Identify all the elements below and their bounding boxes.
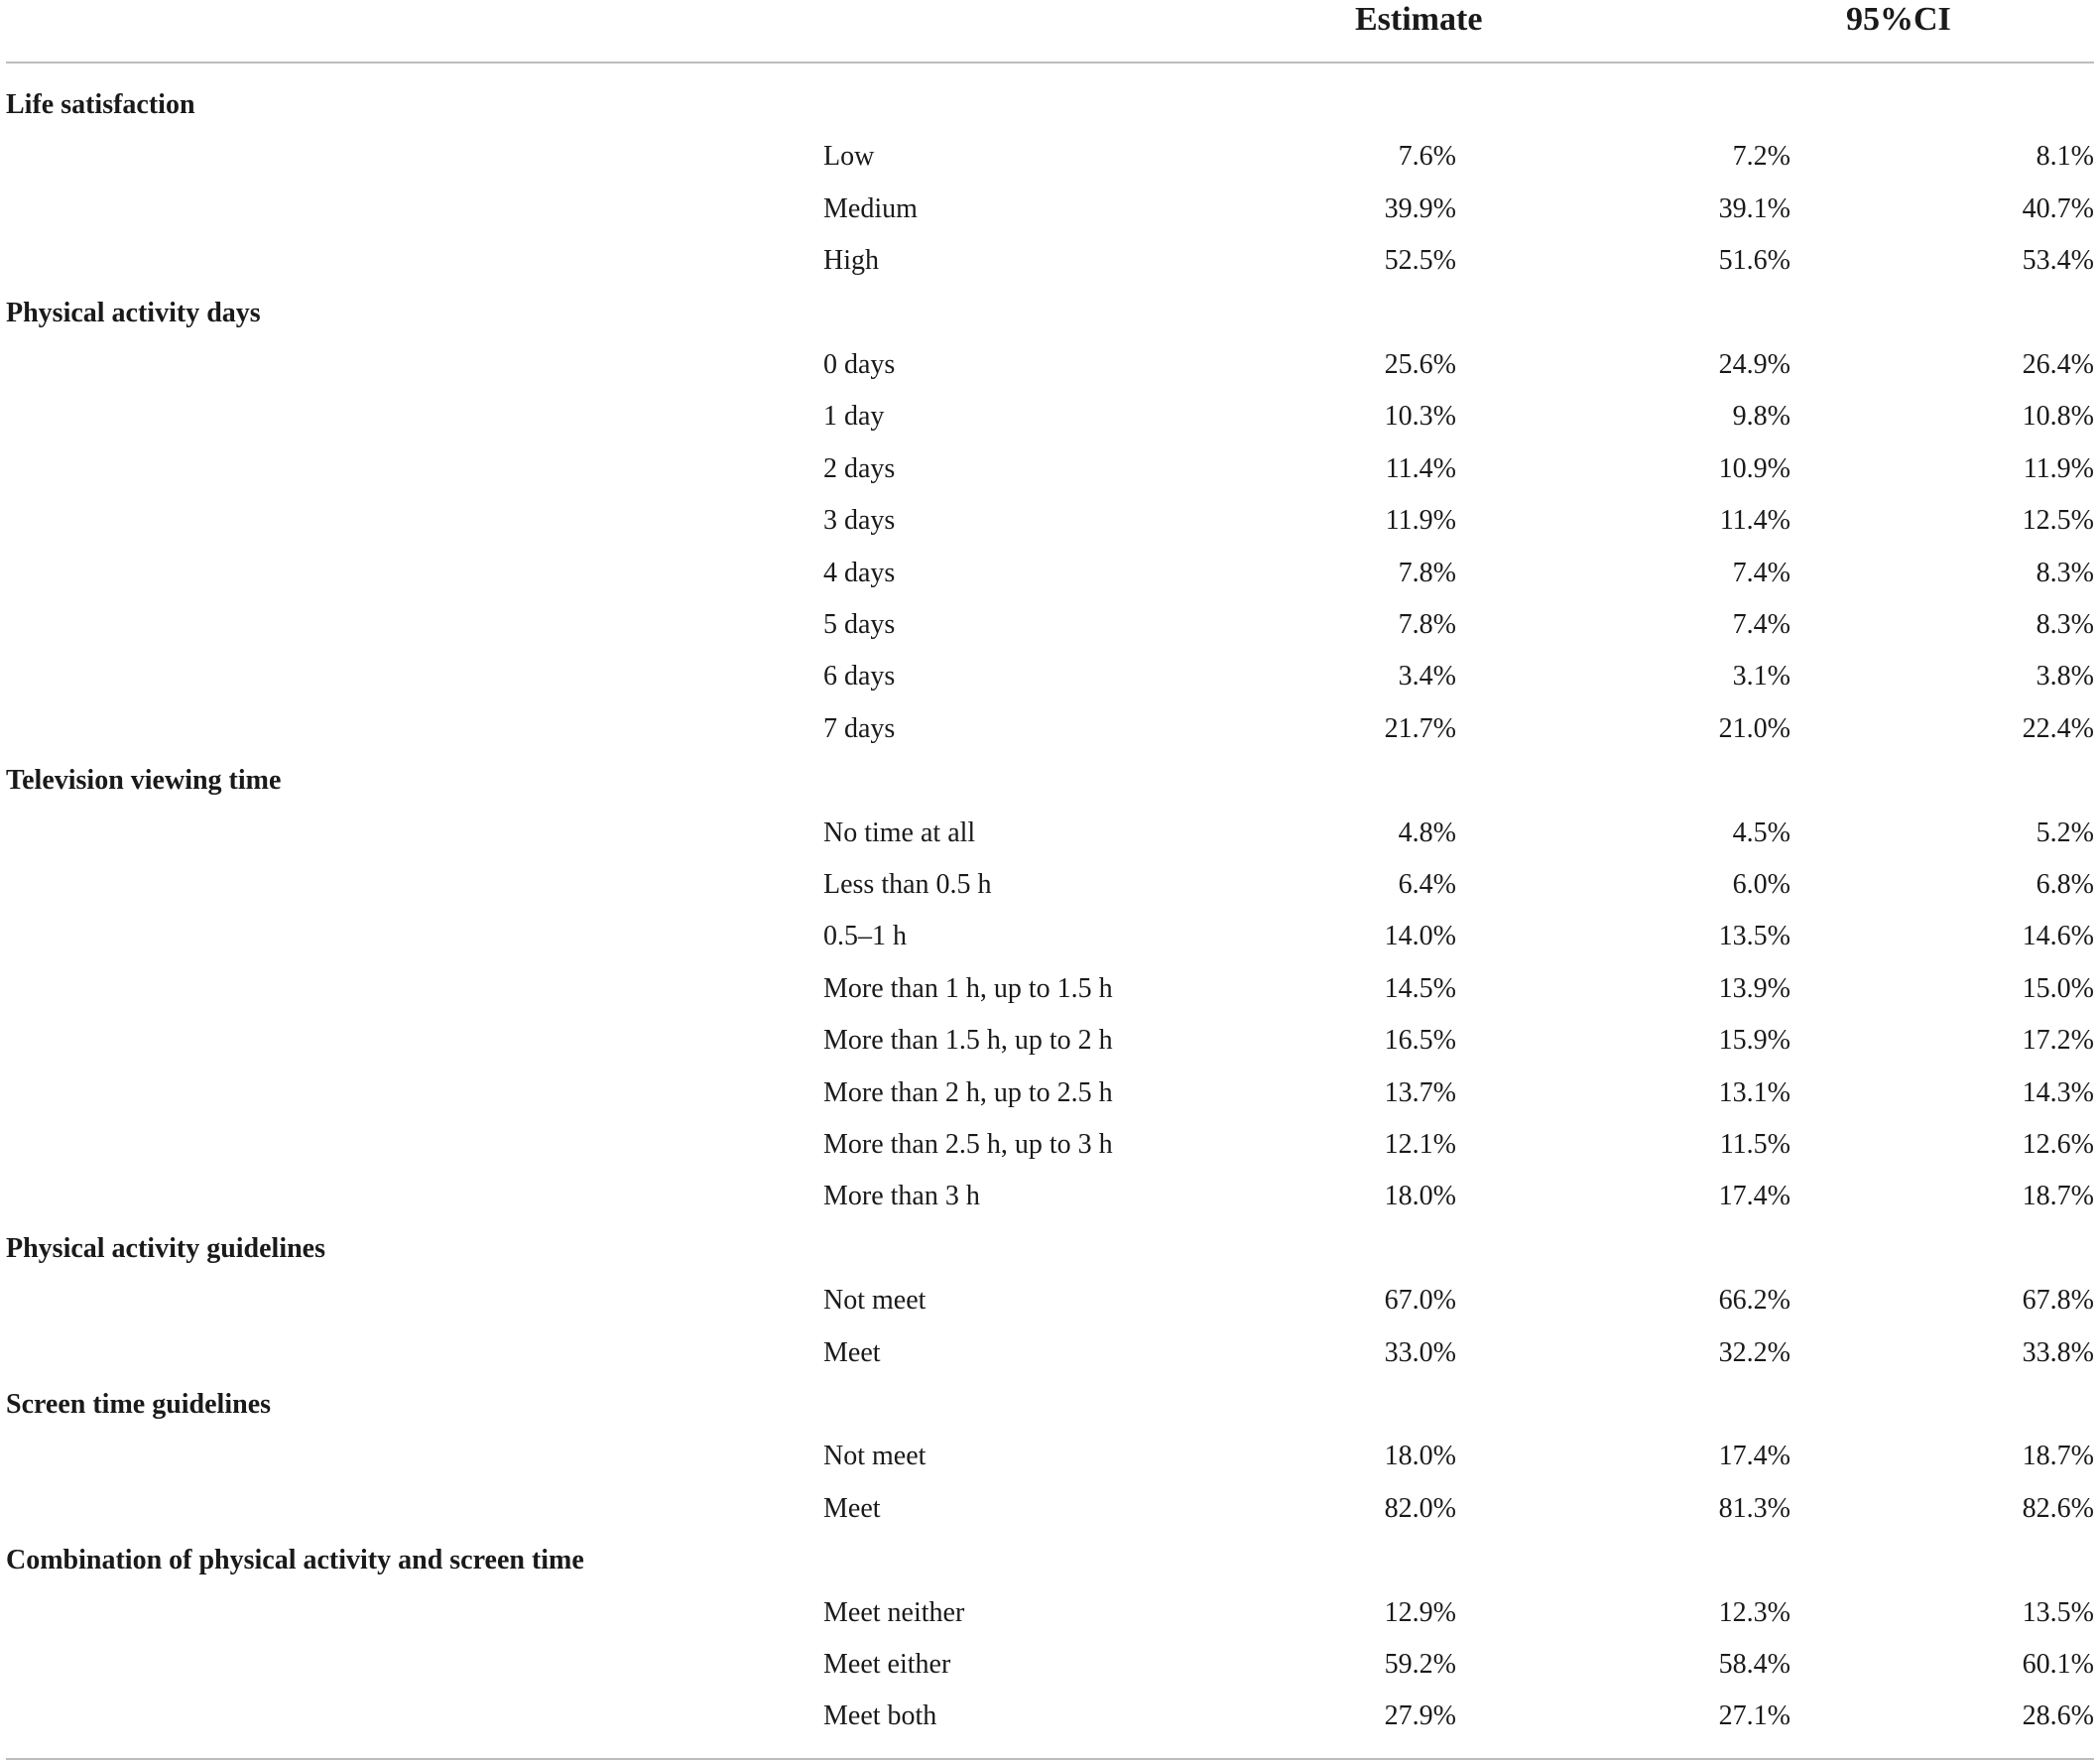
table-row xyxy=(0,1171,2100,1222)
table-row xyxy=(0,651,2100,702)
estimate-value: 18.0% xyxy=(1384,1441,1456,1472)
section-title: Physical activity guidelines xyxy=(6,1232,325,1264)
table-row xyxy=(0,963,2100,1015)
ci-lower-value: 51.6% xyxy=(1718,245,1791,277)
ci-upper-value: 26.4% xyxy=(2022,349,2094,380)
table-row xyxy=(0,703,2100,755)
estimate-value: 6.4% xyxy=(1398,869,1456,900)
ci-lower-value: 15.9% xyxy=(1718,1025,1791,1057)
ci-lower-value: 10.9% xyxy=(1718,452,1791,484)
section-title: Physical activity days xyxy=(6,297,261,328)
ci-upper-value: 10.8% xyxy=(2022,401,2094,433)
table-row xyxy=(0,1431,2100,1482)
section-title: Television viewing time xyxy=(6,765,282,797)
table-row xyxy=(0,391,2100,442)
table-row xyxy=(0,1483,2100,1535)
row-label: Less than 0.5 h xyxy=(823,869,992,900)
estimate-value: 10.3% xyxy=(1384,401,1456,433)
table-row xyxy=(0,599,2100,651)
ci-upper-value: 13.5% xyxy=(2022,1596,2094,1628)
estimate-value: 27.9% xyxy=(1384,1700,1456,1732)
table-row xyxy=(0,443,2100,495)
section-row xyxy=(0,1379,2100,1431)
estimate-value: 21.7% xyxy=(1384,712,1456,744)
table-row xyxy=(0,1587,2100,1639)
ci-upper-value: 22.4% xyxy=(2022,712,2094,744)
estimate-value: 52.5% xyxy=(1384,245,1456,277)
ci-upper-value: 53.4% xyxy=(2022,245,2094,277)
section-row xyxy=(0,79,2100,131)
ci-upper-value: 12.6% xyxy=(2022,1129,2094,1160)
ci-lower-value: 13.1% xyxy=(1718,1076,1791,1108)
estimate-value: 13.7% xyxy=(1384,1076,1456,1108)
ci-upper-value: 82.6% xyxy=(2022,1492,2094,1524)
section-title: Combination of physical activity and screen time xyxy=(6,1545,584,1576)
table-row xyxy=(0,184,2100,235)
row-label: Low xyxy=(823,141,875,173)
ci-upper-value: 14.6% xyxy=(2022,921,2094,952)
estimate-value: 7.8% xyxy=(1398,609,1456,640)
ci-lower-value: 39.1% xyxy=(1718,192,1791,224)
row-label: More than 1.5 h, up to 2 h xyxy=(823,1025,1113,1057)
ci-lower-value: 7.4% xyxy=(1732,557,1791,588)
table-row xyxy=(0,235,2100,287)
row-label: 1 day xyxy=(823,401,885,433)
estimate-value: 12.9% xyxy=(1384,1596,1456,1628)
ci-upper-value: 8.1% xyxy=(2036,141,2094,173)
ci-lower-value: 13.5% xyxy=(1718,921,1791,952)
ci-upper-value: 60.1% xyxy=(2022,1649,2094,1680)
ci-lower-value: 58.4% xyxy=(1718,1649,1791,1680)
row-label: 3 days xyxy=(823,505,896,537)
row-label: Not meet xyxy=(823,1285,926,1317)
ci-lower-value: 6.0% xyxy=(1732,869,1791,900)
estimate-value: 67.0% xyxy=(1384,1285,1456,1317)
ci-lower-value: 13.9% xyxy=(1718,972,1791,1004)
estimate-value: 14.0% xyxy=(1384,921,1456,952)
ci-lower-value: 21.0% xyxy=(1718,712,1791,744)
section-row xyxy=(0,288,2100,339)
row-label: No time at all xyxy=(823,817,976,848)
ci-lower-value: 7.4% xyxy=(1732,609,1791,640)
estimate-value: 7.6% xyxy=(1398,141,1456,173)
table-row xyxy=(0,131,2100,183)
table-row xyxy=(0,808,2100,859)
ci-lower-value: 32.2% xyxy=(1718,1336,1791,1368)
table-row xyxy=(0,911,2100,962)
estimate-value: 11.9% xyxy=(1385,505,1456,537)
section-row xyxy=(0,1223,2100,1275)
ci-upper-value: 28.6% xyxy=(2022,1700,2094,1732)
ci-lower-value: 81.3% xyxy=(1718,1492,1791,1524)
ci-upper-value: 8.3% xyxy=(2036,557,2094,588)
row-label: More than 2 h, up to 2.5 h xyxy=(823,1076,1113,1108)
row-label: Meet either xyxy=(823,1649,951,1680)
header-95ci: 95%CI xyxy=(1846,1,1951,38)
ci-lower-value: 11.5% xyxy=(1719,1129,1791,1160)
ci-lower-value: 3.1% xyxy=(1732,661,1791,692)
row-label: 0.5–1 h xyxy=(823,921,907,952)
row-label: 0 days xyxy=(823,349,896,380)
row-label: Meet neither xyxy=(823,1596,965,1628)
ci-lower-value: 12.3% xyxy=(1718,1596,1791,1628)
estimate-value: 25.6% xyxy=(1384,349,1456,380)
table-row xyxy=(0,548,2100,599)
estimate-value: 4.8% xyxy=(1398,817,1456,848)
ci-upper-value: 3.8% xyxy=(2036,661,2094,692)
ci-lower-value: 11.4% xyxy=(1719,505,1791,537)
ci-upper-value: 8.3% xyxy=(2036,609,2094,640)
ci-lower-value: 7.2% xyxy=(1732,141,1791,173)
ci-upper-value: 12.5% xyxy=(2022,505,2094,537)
ci-lower-value: 4.5% xyxy=(1732,817,1791,848)
bottom-rule xyxy=(6,1758,2094,1760)
ci-upper-value: 18.7% xyxy=(2022,1441,2094,1472)
header-estimate: Estimate xyxy=(1355,1,1483,38)
ci-upper-value: 6.8% xyxy=(2036,869,2094,900)
ci-lower-value: 66.2% xyxy=(1718,1285,1791,1317)
ci-upper-value: 67.8% xyxy=(2022,1285,2094,1317)
estimate-value: 39.9% xyxy=(1384,192,1456,224)
estimate-value: 3.4% xyxy=(1398,661,1456,692)
table-row xyxy=(0,1639,2100,1691)
ci-upper-value: 17.2% xyxy=(2022,1025,2094,1057)
ci-lower-value: 17.4% xyxy=(1718,1441,1791,1472)
section-row xyxy=(0,1535,2100,1586)
table-row xyxy=(0,859,2100,911)
table-row xyxy=(0,1068,2100,1119)
estimate-value: 33.0% xyxy=(1384,1336,1456,1368)
ci-lower-value: 27.1% xyxy=(1718,1700,1791,1732)
table-row xyxy=(0,1327,2100,1379)
row-label: More than 2.5 h, up to 3 h xyxy=(823,1129,1113,1160)
row-label: 4 days xyxy=(823,557,896,588)
ci-upper-value: 40.7% xyxy=(2022,192,2094,224)
top-rule xyxy=(6,62,2094,63)
row-label: Medium xyxy=(823,192,918,224)
row-label: Meet xyxy=(823,1336,881,1368)
table-row xyxy=(0,1119,2100,1171)
row-label: Not meet xyxy=(823,1441,926,1472)
row-label: High xyxy=(823,245,879,277)
row-label: Meet both xyxy=(823,1700,937,1732)
table-row xyxy=(0,1691,2100,1742)
ci-upper-value: 18.7% xyxy=(2022,1181,2094,1212)
estimate-value: 11.4% xyxy=(1385,452,1456,484)
row-label: More than 1 h, up to 1.5 h xyxy=(823,972,1113,1004)
ci-lower-value: 17.4% xyxy=(1718,1181,1791,1212)
row-label: Meet xyxy=(823,1492,881,1524)
estimate-value: 7.8% xyxy=(1398,557,1456,588)
ci-lower-value: 9.8% xyxy=(1732,401,1791,433)
section-row xyxy=(0,755,2100,807)
table-row xyxy=(0,1275,2100,1326)
estimate-value: 14.5% xyxy=(1384,972,1456,1004)
estimate-value: 82.0% xyxy=(1384,1492,1456,1524)
row-label: More than 3 h xyxy=(823,1181,980,1212)
ci-lower-value: 24.9% xyxy=(1718,349,1791,380)
table-row xyxy=(0,495,2100,547)
section-title: Screen time guidelines xyxy=(6,1389,272,1420)
section-title: Life satisfaction xyxy=(6,89,195,120)
estimate-value: 12.1% xyxy=(1384,1129,1456,1160)
row-label: 7 days xyxy=(823,712,896,744)
ci-upper-value: 15.0% xyxy=(2022,972,2094,1004)
table-row xyxy=(0,339,2100,391)
row-label: 6 days xyxy=(823,661,896,692)
estimate-value: 59.2% xyxy=(1384,1649,1456,1680)
estimate-value: 18.0% xyxy=(1384,1181,1456,1212)
ci-upper-value: 14.3% xyxy=(2022,1076,2094,1108)
ci-upper-value: 11.9% xyxy=(2023,452,2094,484)
ci-upper-value: 33.8% xyxy=(2022,1336,2094,1368)
estimate-value: 16.5% xyxy=(1384,1025,1456,1057)
table-row xyxy=(0,1015,2100,1067)
ci-upper-value: 5.2% xyxy=(2036,817,2094,848)
row-label: 5 days xyxy=(823,609,896,640)
row-label: 2 days xyxy=(823,452,896,484)
